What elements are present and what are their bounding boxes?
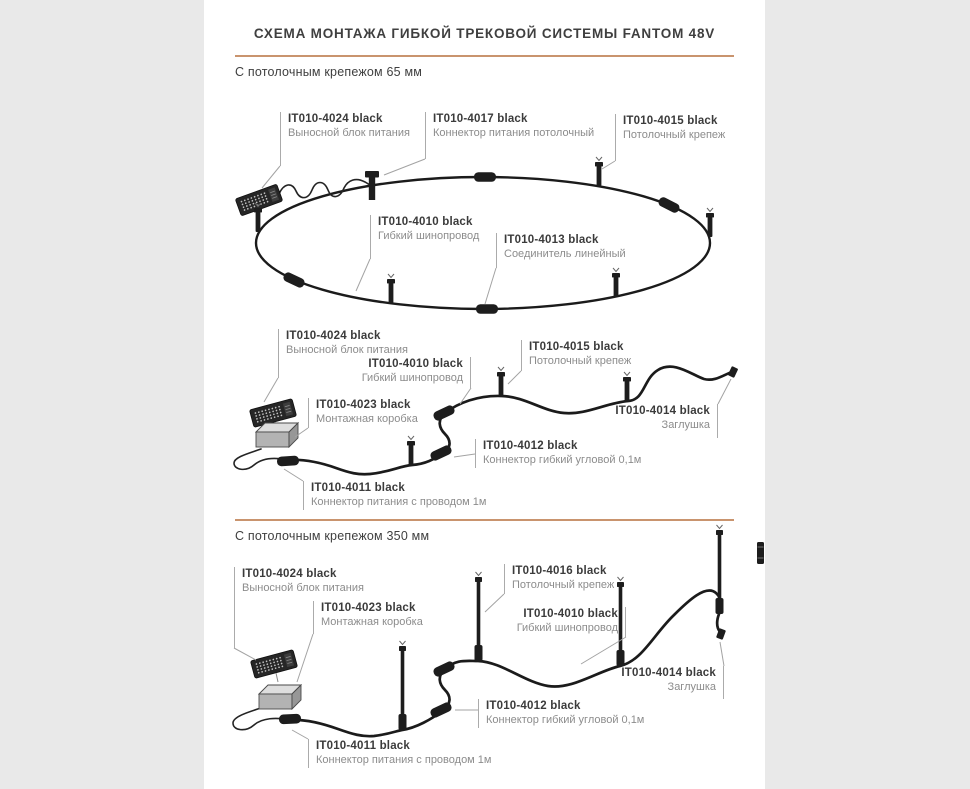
part-label-it010-4016 bbox=[504, 564, 614, 594]
leader-line bbox=[718, 379, 731, 404]
corner-connector bbox=[429, 444, 453, 462]
part-label-it010-4017 bbox=[425, 112, 594, 159]
part-desc: Потолочный крепеж bbox=[623, 129, 726, 142]
ceiling-mount-65 bbox=[497, 367, 505, 396]
part-label-it010-4015 bbox=[521, 340, 631, 371]
leader-line bbox=[356, 259, 370, 291]
part-code: IT010-4012 black bbox=[486, 700, 581, 712]
corner-connector bbox=[432, 404, 456, 422]
part-code: IT010-4024 black bbox=[288, 113, 383, 125]
part-label-it010-4012 bbox=[475, 439, 641, 468]
part-desc: Гибкий шинопровод bbox=[361, 372, 463, 385]
part-desc: Монтажная коробка bbox=[316, 413, 418, 426]
page-title: СХЕМА МОНТАЖА ГИБКОЙ ТРЕКОВОЙ СИСТЕМЫ FANTOM 48V bbox=[253, 26, 716, 41]
part-code: IT010-4016 black bbox=[512, 565, 607, 577]
psu-mount-link bbox=[276, 673, 278, 682]
part-code: IT010-4023 black bbox=[316, 399, 411, 411]
power-supply-unit bbox=[250, 650, 297, 679]
section-heading-350mm: С потолочным крепежом 350 мм bbox=[235, 529, 430, 543]
end-cap bbox=[728, 366, 739, 378]
part-desc: Заглушка bbox=[661, 419, 710, 432]
part-label-it010-4015 bbox=[615, 114, 725, 161]
leader-line bbox=[284, 469, 303, 481]
leader-line bbox=[292, 730, 308, 739]
leader-line bbox=[720, 642, 724, 666]
leader-line bbox=[508, 371, 521, 384]
part-label-it010-4014 bbox=[621, 666, 724, 699]
part-code: IT010-4015 black bbox=[529, 341, 624, 353]
part-desc: Коннектор гибкий угловой 0,1м bbox=[486, 714, 645, 727]
part-label-it010-4011 bbox=[308, 739, 491, 768]
part-code: IT010-4011 black bbox=[316, 740, 410, 752]
part-label-it010-4011 bbox=[303, 481, 486, 510]
ceiling-mount-65 bbox=[387, 274, 395, 303]
track-ring bbox=[256, 177, 710, 309]
linear-connector bbox=[282, 271, 306, 289]
mounting-box bbox=[259, 685, 301, 709]
part-code: IT010-4011 black bbox=[311, 482, 405, 494]
linear-connector bbox=[474, 172, 496, 182]
ceiling-mount-350 bbox=[475, 572, 483, 661]
ceiling-mount-65 bbox=[612, 268, 620, 297]
ceiling-mount-65 bbox=[595, 157, 603, 186]
part-desc: Потолочный крепеж bbox=[512, 579, 615, 592]
part-code: IT010-4024 black bbox=[242, 568, 337, 580]
part-desc: Потолочный крепеж bbox=[529, 355, 632, 368]
part-code: IT010-4010 black bbox=[368, 358, 463, 370]
part-label-it010-4014 bbox=[615, 404, 718, 438]
part-code: IT010-4015 black bbox=[623, 115, 718, 127]
part-desc: Выносной блок питания bbox=[288, 127, 410, 140]
rod-fragment bbox=[757, 542, 764, 564]
section-heading-65mm: С потолочным крепежом 65 мм bbox=[235, 65, 423, 79]
mounting-box bbox=[256, 423, 298, 447]
part-code: IT010-4014 black bbox=[621, 667, 716, 679]
part-label-it010-4023 bbox=[308, 398, 418, 428]
part-code: IT010-4013 black bbox=[504, 234, 599, 246]
part-desc: Гибкий шинопровод bbox=[378, 230, 480, 243]
part-code: IT010-4012 black bbox=[483, 440, 578, 452]
linear-connector bbox=[657, 196, 681, 215]
feed-connector bbox=[279, 714, 301, 725]
leader-line bbox=[262, 166, 280, 188]
section-divider-top bbox=[235, 55, 734, 57]
corner-connector bbox=[432, 660, 456, 678]
part-desc: Коннектор питания с проводом 1м bbox=[316, 754, 492, 767]
content-panel bbox=[204, 0, 765, 789]
part-code: IT010-4010 black bbox=[378, 216, 473, 228]
part-label-it010-4010 bbox=[362, 357, 471, 388]
part-label-it010-4012 bbox=[478, 699, 644, 728]
part-desc: Коннектор питания с проводом 1м bbox=[311, 496, 487, 509]
part-desc: Коннектор питания потолочный bbox=[433, 127, 595, 140]
leader-line bbox=[602, 161, 615, 169]
leader-line bbox=[485, 594, 504, 612]
ceiling-mount-350 bbox=[399, 641, 407, 730]
part-code: IT010-4024 black bbox=[286, 330, 381, 342]
part-desc: Заглушка bbox=[667, 681, 716, 694]
part-desc: Соединитель линейный bbox=[504, 248, 626, 261]
part-label-it010-4013 bbox=[496, 233, 626, 268]
leader-line bbox=[234, 648, 256, 660]
part-label-it010-4024 bbox=[280, 112, 410, 166]
part-label-it010-4023 bbox=[313, 601, 423, 634]
part-label-it010-4010 bbox=[517, 607, 626, 637]
part-code: IT010-4010 black bbox=[523, 608, 618, 620]
ceiling-mount-350 bbox=[716, 525, 724, 614]
leader-line bbox=[485, 268, 496, 304]
linear-connector bbox=[476, 304, 498, 314]
part-desc: Монтажная коробка bbox=[321, 616, 423, 629]
ceiling-mount-65 bbox=[623, 372, 631, 401]
part-desc: Гибкий шинопровод bbox=[516, 622, 618, 635]
leader-line bbox=[264, 378, 278, 402]
part-desc: Выносной блок питания bbox=[242, 582, 364, 595]
part-code: IT010-4023 black bbox=[321, 602, 416, 614]
part-code: IT010-4017 black bbox=[433, 113, 528, 125]
part-code: IT010-4014 black bbox=[615, 405, 710, 417]
part-desc: Коннектор гибкий угловой 0,1м bbox=[483, 454, 642, 467]
part-label-it010-4010 bbox=[370, 215, 479, 259]
corner-connector bbox=[429, 701, 453, 719]
part-desc: Выносной блок питания bbox=[286, 344, 408, 357]
feed-connector bbox=[277, 455, 300, 466]
ceiling-mount-65 bbox=[407, 436, 415, 465]
leader-line bbox=[454, 454, 475, 457]
